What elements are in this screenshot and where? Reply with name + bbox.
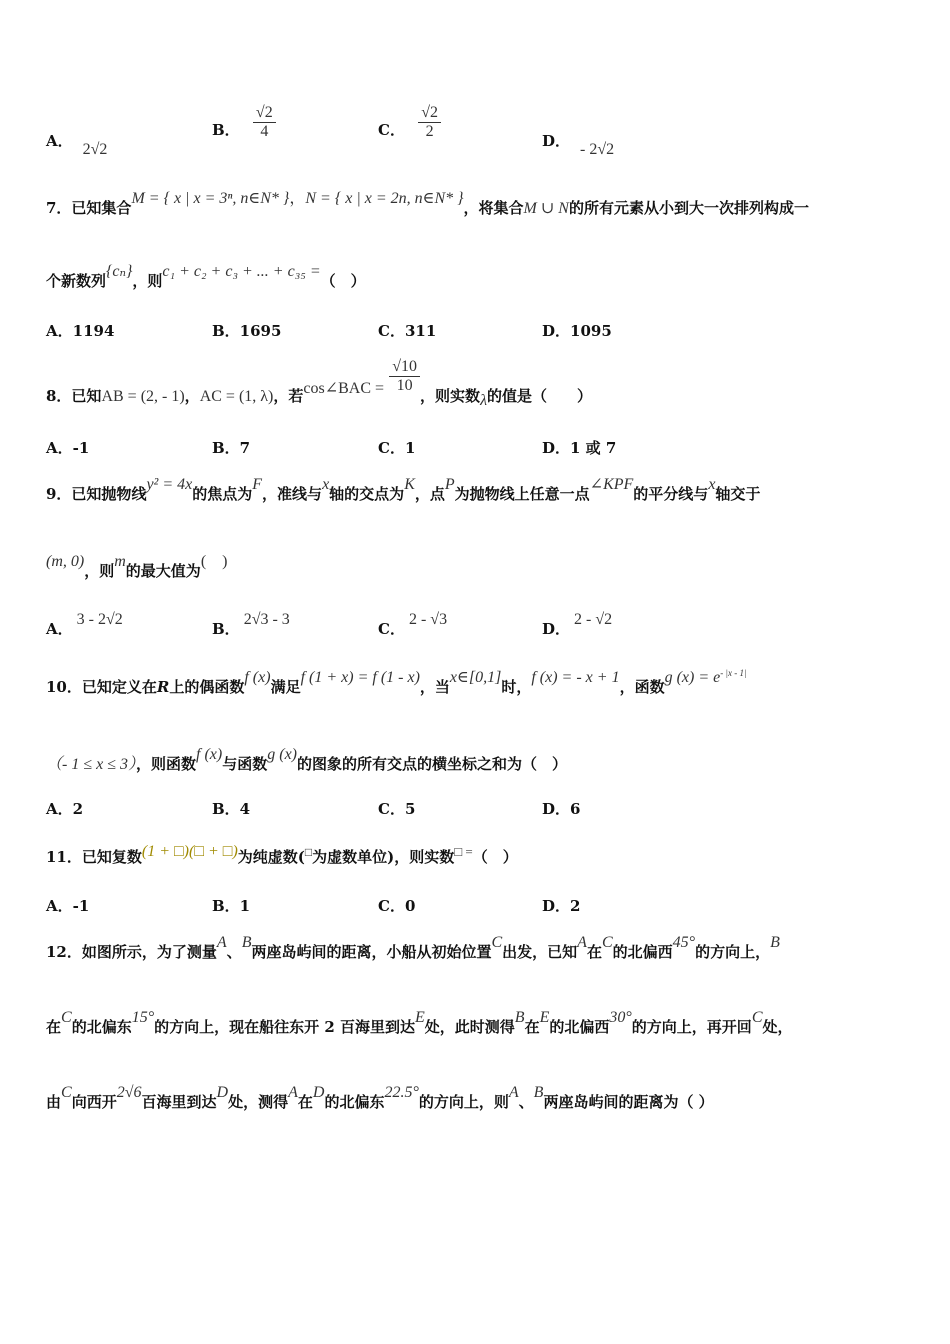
math-token: A: [288, 1084, 298, 1101]
q8-option-a: A．-1: [46, 439, 90, 457]
q10-option-a: A．2: [46, 800, 84, 818]
math-token: D: [216, 1084, 229, 1101]
text-run: 的北偏西: [549, 1018, 610, 1036]
q8-option-d: D．1 或 7: [542, 439, 617, 457]
q8-option-c: C．1: [378, 439, 416, 457]
text-run: 处，此时测得: [424, 1018, 515, 1036]
math-token: A: [216, 934, 227, 951]
text-run: 的北偏西: [612, 943, 673, 961]
math-token: B: [770, 934, 780, 951]
text-run: 处，: [762, 1018, 793, 1036]
q7-option-b: B．1695: [212, 322, 282, 340]
text-run: 的方向上，再开回: [631, 1018, 752, 1036]
q10-option-d: D．6: [542, 800, 581, 818]
q11-line: 11．已知复数(1 + □)(□ + □)为纯虚数(□为虚数单位)，则实数□ =（ ）: [46, 843, 518, 866]
text-run: 处，测得: [228, 1093, 289, 1111]
q7-option-d: D．1095: [542, 322, 612, 340]
text-run: 在: [524, 1018, 540, 1036]
text-run: 的北偏东: [324, 1093, 385, 1111]
q12-line-3: [46, 1084, 714, 1112]
q10-option-c: C．5: [378, 800, 416, 818]
q7-line-1: 7．已知集合M = { x | x = 3ⁿ, n∈N* }，N = { x | x = 2n, n∈N* }，将集合M ∪ N的所有元素从小到大一次排列构成一: [46, 190, 809, 217]
q6-option-b: B． $\frac{√2}{4}$: [212, 104, 276, 141]
q8-option-b: B．7: [212, 439, 251, 457]
q6-option-a: A． 2√2: [46, 132, 108, 158]
math-token: 45°: [672, 934, 696, 951]
math-token: C: [491, 934, 503, 951]
math-token: E: [415, 1009, 425, 1026]
math-token: C: [61, 1009, 72, 1026]
math-token: B: [241, 934, 252, 951]
q11-option-a: A．-1: [46, 897, 90, 915]
text-run: 的方向上，: [695, 943, 771, 961]
math-token: A: [508, 1084, 519, 1101]
q6-option-d: D． - 2√2: [542, 132, 615, 158]
text-run: 、: [518, 1093, 534, 1111]
math-token: C: [751, 1009, 763, 1026]
q11-option-d: D．2: [542, 897, 581, 915]
q9-line-2: (m, 0)，则m的最大值为( ): [46, 553, 228, 580]
text-run: 两座岛屿间的距离，小船从初始位置: [251, 943, 492, 961]
math-token: 22.5°: [384, 1084, 419, 1101]
text-run: 在: [297, 1093, 313, 1111]
text-run: 的北偏东: [71, 1018, 132, 1036]
text-run: 向西开: [71, 1093, 117, 1111]
text-run: 在: [46, 1018, 62, 1036]
text-run: 百海里到达: [141, 1093, 217, 1111]
math-token: 30°: [609, 1009, 632, 1026]
q9-option-c: C．2 - √3: [378, 611, 448, 638]
math-token: B: [533, 1084, 544, 1101]
text-run: 出发，已知: [502, 943, 578, 961]
q11-option-b: B．1: [212, 897, 251, 915]
q9-option-a: A．3 - 2√2: [46, 611, 123, 638]
text-run: 由: [46, 1093, 62, 1111]
math-token: 15°: [131, 1009, 155, 1026]
q12-line-2: [46, 1009, 793, 1037]
math-token: C: [61, 1084, 72, 1101]
math-token: A: [577, 934, 587, 951]
q7-option-a: A．1194: [46, 322, 115, 340]
q10-line-1: 10．已知定义在R上的偶函数f (x)满足f (1 + x) = f (1 - x)，当x∈[0,1]时，f (x) = - x + 1，函数g $(x) = e^{- |x - 1|}$: [46, 668, 747, 696]
q6-option-c: C． $\frac{√2}{2}$: [378, 104, 441, 141]
math-token: E: [539, 1009, 550, 1026]
text-run: 的方向上，现在船往东开 2 百海里到达: [154, 1018, 415, 1036]
q12-line-1: [46, 934, 780, 962]
text-run: 、: [226, 943, 242, 961]
math-token: D: [312, 1084, 325, 1101]
q7-option-c: C．311: [378, 322, 437, 340]
q10-option-b: B．4: [212, 800, 251, 818]
text-run: 的方向上，则: [418, 1093, 509, 1111]
q7-line-2: 个新数列{cₙ}，则c₁ + c₂ + c₃ + ... + c₃₅ =（ ）: [46, 263, 366, 290]
q9-option-b: B．2√3 - 3: [212, 611, 290, 638]
q8-line: 8．已知AB = (2, - 1)，AC = (1, λ)，若cos∠BAC = $\frac{√10}{10}$ ，则实数λ的值是（ ）: [46, 358, 593, 409]
q11-option-c: C．0: [378, 897, 416, 915]
text-run: 两座岛屿间的距离为（ ）: [543, 1093, 714, 1111]
q9-option-d: D．2 - √2: [542, 611, 613, 638]
text-run: 在: [586, 943, 602, 961]
q9-line-1: 9．已知抛物线y² = 4x的焦点为F，准线与x轴的交点为K，点P为抛物线上任意一点∠KPF的平分线与x轴交于: [46, 476, 761, 503]
math-token: C: [601, 934, 613, 951]
math-token: 2√6: [116, 1084, 142, 1101]
text-run: 12．如图所示，为了测量: [46, 943, 217, 961]
q10-line-2: （- 1 ≤ x ≤ 3），则函数f (x)与函数g (x)的图象的所有交点的横坐标之和为（ ）: [46, 746, 568, 773]
math-token: B: [514, 1009, 525, 1026]
